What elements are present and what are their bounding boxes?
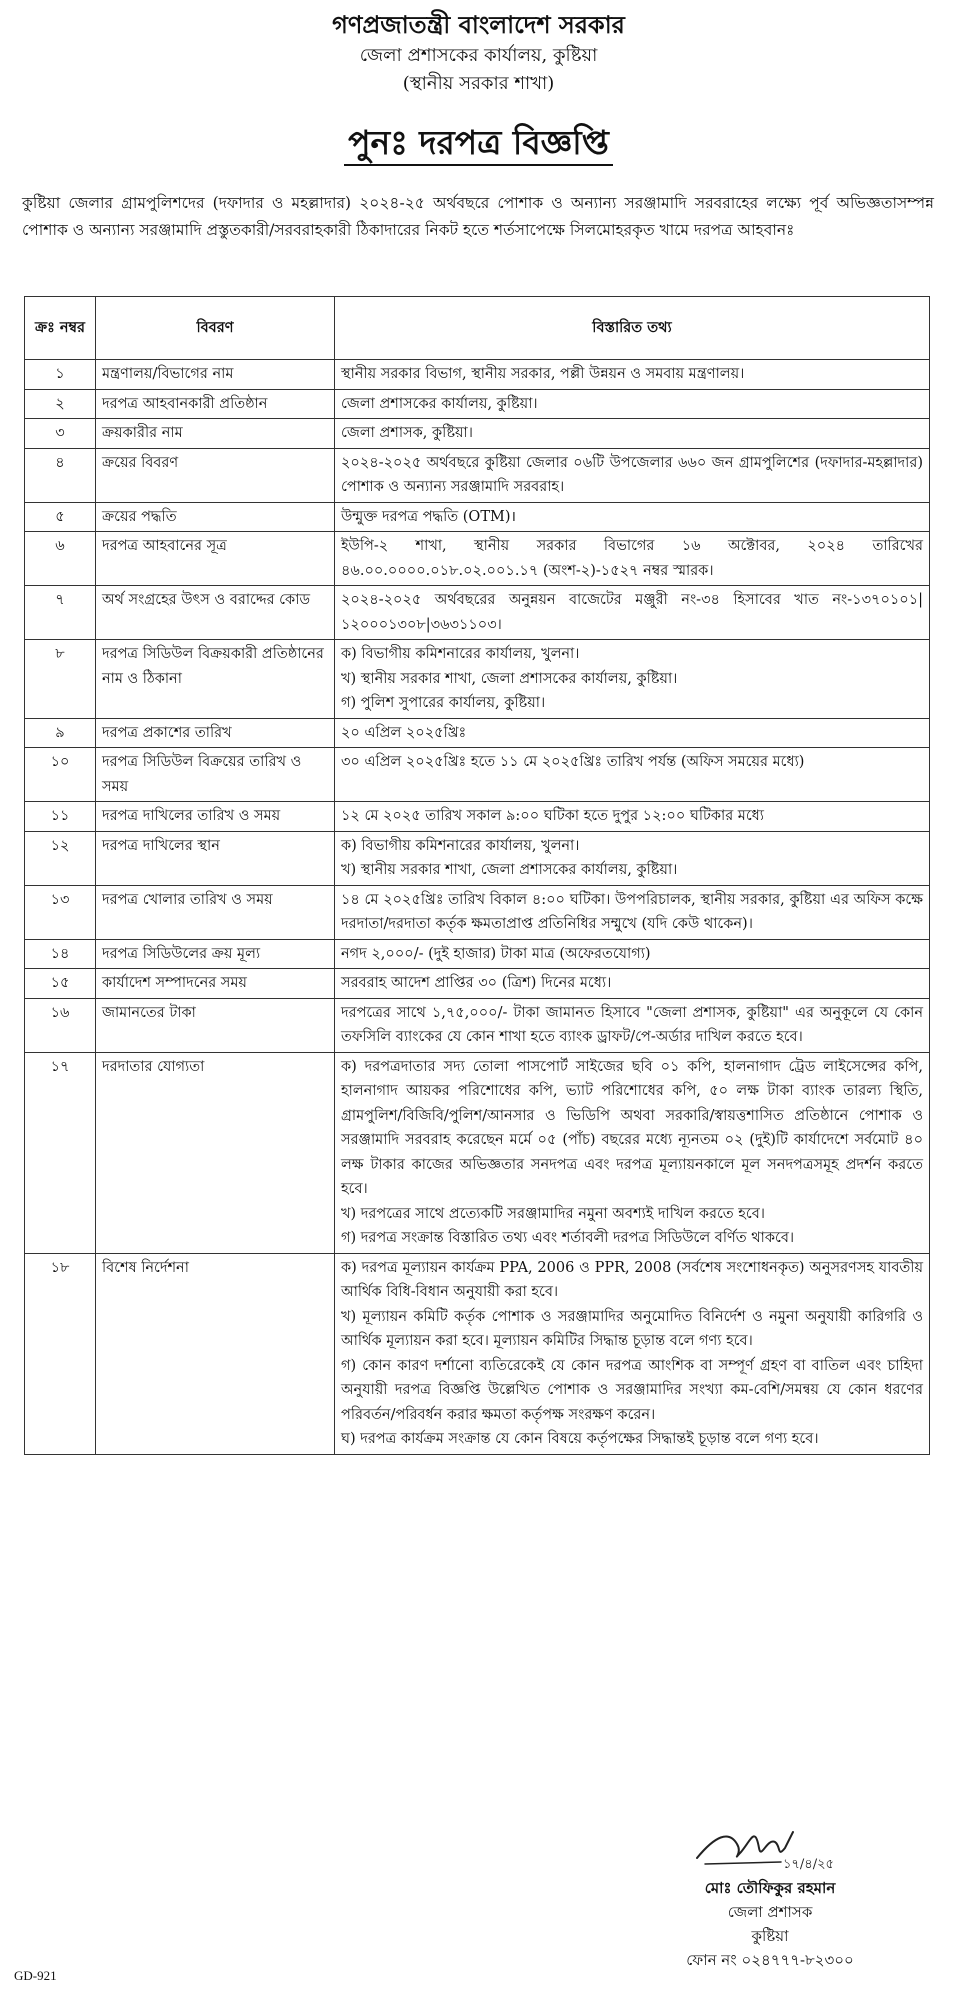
- row-description: দরপত্র সিডিউলের ক্রয় মূল্য: [96, 939, 335, 969]
- signatory-phone: ফোন নং ০২৪৭৭৭-৮২৩০০: [686, 1951, 854, 1969]
- row-description: দরদাতার যোগ্যতা: [96, 1052, 335, 1253]
- row-serial: ৩: [25, 419, 96, 449]
- tender-table: [24, 296, 930, 1455]
- row-serial: ১২: [25, 831, 96, 885]
- row-details: [335, 502, 930, 532]
- detail-line: ক) দরপত্র মূল্যায়ন কার্যক্রম PPA, 2006 ও PPR, 2008 (সর্বশেষ সংশোধনকৃত) অনুসরণসহ যাবতীয় আর্থিক বিধি-বিধান অনুযায়ী করা হবে।: [341, 1259, 923, 1300]
- row-serial: ৫: [25, 502, 96, 532]
- row-details: [335, 718, 930, 748]
- row-serial: ১১: [25, 802, 96, 832]
- table-row: [25, 1052, 930, 1253]
- table-row: [25, 718, 930, 748]
- row-description: দরপত্র সিডিউল বিক্রয়ের তারিখ ও সময়: [96, 748, 335, 802]
- detail-line: খ) স্থানীয় সরকার শাখা, জেলা প্রশাসকের কার্যালয়, কুষ্টিয়া।: [341, 670, 678, 687]
- row-serial: ১৮: [25, 1253, 96, 1454]
- row-description: ক্রয়ের পদ্ধতি: [96, 502, 335, 532]
- table-row: [25, 389, 930, 419]
- row-details: [335, 532, 930, 586]
- row-description: দরপত্র আহবানকারী প্রতিষ্ঠান: [96, 389, 335, 419]
- row-description: কার্যাদেশ সম্পাদনের সময়: [96, 969, 335, 999]
- row-description: দরপত্র দাখিলের স্থান: [96, 831, 335, 885]
- detail-line: গ) পুলিশ সুপারের কার্যালয়, কুষ্টিয়া।: [341, 695, 546, 711]
- detail-line: সরবরাহ আদেশ প্রাপ্তির ৩০ (ত্রিশ) দিনের মধ্যে।: [341, 975, 612, 991]
- row-details: [335, 748, 930, 802]
- row-serial: ৬: [25, 532, 96, 586]
- signature-block: [620, 1818, 920, 1972]
- row-description: জামানতের টাকা: [96, 998, 335, 1052]
- branch-name: (স্থানীয় সরকার শাখা): [402, 73, 555, 94]
- row-serial: ৮: [25, 640, 96, 719]
- table-row: [25, 748, 930, 802]
- table-body: [25, 360, 930, 1455]
- header-description: বিবরণ: [96, 297, 335, 360]
- detail-line: স্থানীয় সরকার বিভাগ, স্থানীয় সরকার, পল্লী উন্নয়ন ও সমবায় মন্ত্রণালয়।: [341, 366, 745, 382]
- detail-line: গ) কোন কারণ দর্শানো ব্যতিরেকেই যে কোন দরপত্র আংশিক বা সম্পূর্ণ গ্রহণ বা বাতিল এবং চাহিদা অনুযায়ী দরপত্র বিজ্ঞপ্তি উল্লেখিত পোশাক ও সরঞ্জামাদির সংখ্যা কম-বেশি/সমন্বয় যে কোন ধরণের পরিবর্তন/পরিবর্ধন করার ক্ষমতা কর্তৃপক্ষ সংরক্ষণ করেন।: [341, 1357, 923, 1423]
- table-row: [25, 1253, 930, 1454]
- row-details: [335, 1253, 930, 1454]
- row-details: [335, 419, 930, 449]
- header-serial: ক্রঃ নম্বর: [25, 297, 96, 360]
- detail-line: জেলা প্রশাসক, কুষ্টিয়া।: [341, 425, 473, 441]
- signatory-name: মোঃ তৌফিকুর রহমান: [704, 1879, 836, 1897]
- row-description: দরপত্র প্রকাশের তারিখ: [96, 718, 335, 748]
- table-row: [25, 998, 930, 1052]
- row-description: দরপত্র আহবানের সূত্র: [96, 532, 335, 586]
- table-row: [25, 969, 930, 999]
- detail-line: ১২ মে ২০২৫ তারিখ সকাল ৯:০০ ঘটিকা হতে দুপুর ১২:০০ ঘটিকার মধ্যে: [341, 808, 765, 824]
- table-row: [25, 360, 930, 390]
- signature-date: ১৭/৪/২৫: [783, 1857, 834, 1872]
- row-details: [335, 998, 930, 1052]
- row-details: [335, 939, 930, 969]
- row-serial: ৯: [25, 718, 96, 748]
- row-description: বিশেষ নির্দেশনা: [96, 1253, 335, 1454]
- detail-line: খ) স্থানীয় সরকার শাখা, জেলা প্রশাসকের কার্যালয়, কুষ্টিয়া।: [341, 862, 678, 878]
- table-row: [25, 586, 930, 640]
- row-description: অর্থ সংগ্রহের উৎস ও বরাদ্দের কোড: [96, 586, 335, 640]
- row-serial: ১৬: [25, 998, 96, 1052]
- detail-line: ৩০ এপ্রিল ২০২৫খ্রিঃ হতে ১১ মে ২০২৫খ্রিঃ তারিখ পর্যন্ত (অফিস সময়ের মধ্যে): [341, 754, 805, 770]
- table-header: [25, 297, 930, 360]
- detail-line: দরপত্রের সাথে ১,৭৫,০০০/- টাকা জামানত হিসাবে "জেলা প্রশাসক, কুষ্টিয়া" এর অনুকূলে যে কোন তফসিলি ব্যাংকের যে কোন শাখা হতে ব্যাংক ড্রাফট/পে-অর্ডার দাখিল করতে হবে।: [341, 1004, 923, 1045]
- row-serial: ২: [25, 389, 96, 419]
- intro-paragraph: কুষ্টিয়া জেলার গ্রামপুলিশদের (দফাদার ও মহল্লাদার) ২০২৪-২৫ অর্থবছরে পোশাক ও অন্যান্য সরঞ্জামাদি সরবরাহের লক্ষ্যে পূর্ব অভিজ্ঞতাসম্পন্ন পোশাক ও অন্যান্য সরঞ্জামাদি প্রস্তুতকারী/সরবরাহকারী ঠিকাদারের নিকট হতে শর্তসাপেক্ষে সিলমোহরকৃত খামে দরপত্র আহবানঃ: [22, 194, 934, 239]
- table-row: [25, 419, 930, 449]
- row-details: [335, 448, 930, 502]
- detail-line: নগদ ২,০০০/- (দুই হাজার) টাকা মাত্র (অফেরতযোগ্য): [341, 945, 651, 962]
- row-description: দরপত্র সিডিউল বিক্রয়কারী প্রতিষ্ঠানের নাম ও ঠিকানা: [96, 640, 335, 719]
- table-row: [25, 448, 930, 502]
- row-details: [335, 802, 930, 832]
- detail-line: ক) বিভাগীয় কমিশনারের কার্যালয়, খুলনা।: [341, 646, 580, 662]
- detail-line: ২০২৪-২০২৫ অর্থবছরের অনুন্নয়ন বাজেটের মঞ্জুরী নং-৩৪ হিসাবের খাত নং-১৩৭০১০১|১২০০০১৩০৮|৩৬৩১১০৩।: [341, 592, 923, 633]
- signatory-place: কুষ্টিয়া: [751, 1927, 789, 1945]
- detail-line: ঘ) দরপত্র কার্যক্রম সংক্রান্ত যে কোন বিষয়ে কর্তৃপক্ষের সিদ্ধান্তই চূড়ান্ত বলে গণ্য হবে।: [341, 1431, 819, 1447]
- title-container: [0, 122, 957, 166]
- detail-line: উন্মুক্ত দরপত্র পদ্ধতি (OTM)।: [341, 508, 516, 525]
- row-details: [335, 586, 930, 640]
- row-serial: ৪: [25, 448, 96, 502]
- detail-line: গ) দরপত্র সংক্রান্ত বিস্তারিত তথ্য এবং শর্তাবলী দরপত্র সিডিউলে বর্ণিত থাকবে।: [341, 1230, 795, 1246]
- table-row: [25, 802, 930, 832]
- table-header-row: [25, 297, 930, 360]
- row-serial: ১৫: [25, 969, 96, 999]
- detail-line: ক) দরপত্রদাতার সদ্য তোলা পাসপোর্ট সাইজের ছবি ০১ কপি, হালনাগাদ ট্রেড লাইসেন্সের কপি, হালনাগাদ আয়কর পরিশোধের কপি, ভ্যাট পরিশোধের কপি, ৫০ লক্ষ টাকা ব্যাংক তারল্য স্থিতি, গ্রামপুলিশ/বিজিবি/পুলিশ/আনসার ও ভিডিপি অথবা সরকারি/স্বায়ত্তশাসিত প্রতিষ্ঠানে পোশাক ও সরঞ্জামাদি সরবরাহ করেছেন মর্মে ০৫ (পাঁচ) বছরের মধ্যে ন্যূনতম ০২ (দুই)টি কার্যাদেশে সর্বমোট ৪০ লক্ষ টাকার কাজের অভিজ্ঞতার সনদপত্র এবং দরপত্র মূল্যায়নকালে মূল সনদপত্রসমূহ প্রদর্শন করতে হবে।: [341, 1058, 923, 1197]
- government-name: গণপ্রজাতন্ত্রী বাংলাদেশ সরকার: [332, 10, 625, 39]
- table-row: [25, 532, 930, 586]
- header-details: বিস্তারিত তথ্য: [335, 297, 930, 360]
- detail-line: ১৪ মে ২০২৫খ্রিঃ তারিখ বিকাল ৪:০০ ঘটিকা। উপপরিচালক, স্থানীয় সরকার, কুষ্টিয়া এর অফিস কক্ষে দরদাতা/দরদাতা কর্তৃক ক্ষমতাপ্রাপ্ত প্রতিনিধির সম্মুখে (যদি কেউ থাকেন)।: [341, 891, 923, 932]
- detail-line: ইউপি-২ শাখা, স্থানীয় সরকার বিভাগের ১৬ অক্টোবর, ২০২৪ তারিখের ৪৬.০০.০০০০.০১৮.০২.০০১.১৭ (অংশ-২)-১৫২৭ নম্বর স্মারক।: [341, 538, 923, 579]
- row-details: [335, 360, 930, 390]
- row-description: দরপত্র খোলার তারিখ ও সময়: [96, 885, 335, 939]
- detail-line: ২০ এপ্রিল ২০২৫খ্রিঃ: [341, 724, 467, 741]
- row-details: [335, 969, 930, 999]
- detail-line: জেলা প্রশাসকের কার্যালয়, কুষ্টিয়া।: [341, 395, 538, 412]
- row-serial: ১৩: [25, 885, 96, 939]
- table-row: [25, 939, 930, 969]
- row-details: [335, 389, 930, 419]
- row-serial: ৭: [25, 586, 96, 640]
- office-name: জেলা প্রশাসকের কার্যালয়, কুষ্টিয়া: [359, 45, 598, 66]
- notice-title: পুনঃ দরপত্র বিজ্ঞপ্তি: [344, 122, 613, 166]
- detail-line: খ) দরপত্রের সাথে প্রত্যেকটি সরঞ্জামাদির নমুনা অবশ্যই দাখিল করতে হবে।: [341, 1205, 765, 1222]
- row-description: ক্রয়ের বিবরণ: [96, 448, 335, 502]
- document-header: [0, 8, 957, 98]
- table-row: [25, 640, 930, 719]
- detail-line: ২০২৪-২০২৫ অর্থবছরে কুষ্টিয়া জেলার ০৬টি উপজেলার ৬৬০ জন গ্রামপুলিশের (দফাদার-মহল্লাদার) পোশাক ও অন্যান্য সরঞ্জামাদি সরবরাহ।: [341, 454, 923, 495]
- table-row: [25, 831, 930, 885]
- table-row: [25, 502, 930, 532]
- row-description: দরপত্র দাখিলের তারিখ ও সময়: [96, 802, 335, 832]
- row-serial: ১৭: [25, 1052, 96, 1253]
- row-serial: ১০: [25, 748, 96, 802]
- table-row: [25, 885, 930, 939]
- detail-line: ক) বিভাগীয় কমিশনারের কার্যালয়, খুলনা।: [341, 837, 580, 854]
- row-details: [335, 885, 930, 939]
- row-description: মন্ত্রণালয়/বিভাগের নাম: [96, 360, 335, 390]
- document-code: GD-921: [14, 1968, 57, 1983]
- signatory-designation: জেলা প্রশাসক: [727, 1903, 813, 1921]
- row-serial: ১৪: [25, 939, 96, 969]
- row-description: ক্রয়কারীর নাম: [96, 419, 335, 449]
- row-details: [335, 831, 930, 885]
- signature-scribble-icon: [685, 1818, 855, 1874]
- detail-line: খ) মূল্যায়ন কমিটি কর্তৃক পোশাক ও সরঞ্জামাদির অনুমোদিত বিনির্দেশ ও নমুনা অনুযায়ী কারিগরি ও আর্থিক মূল্যায়ন করা হবে। মূল্যায়ন কমিটির সিদ্ধান্ত চূড়ান্ত বলে গণ্য হবে।: [341, 1308, 923, 1349]
- row-serial: ১: [25, 360, 96, 390]
- row-details: [335, 1052, 930, 1253]
- row-details: [335, 640, 930, 719]
